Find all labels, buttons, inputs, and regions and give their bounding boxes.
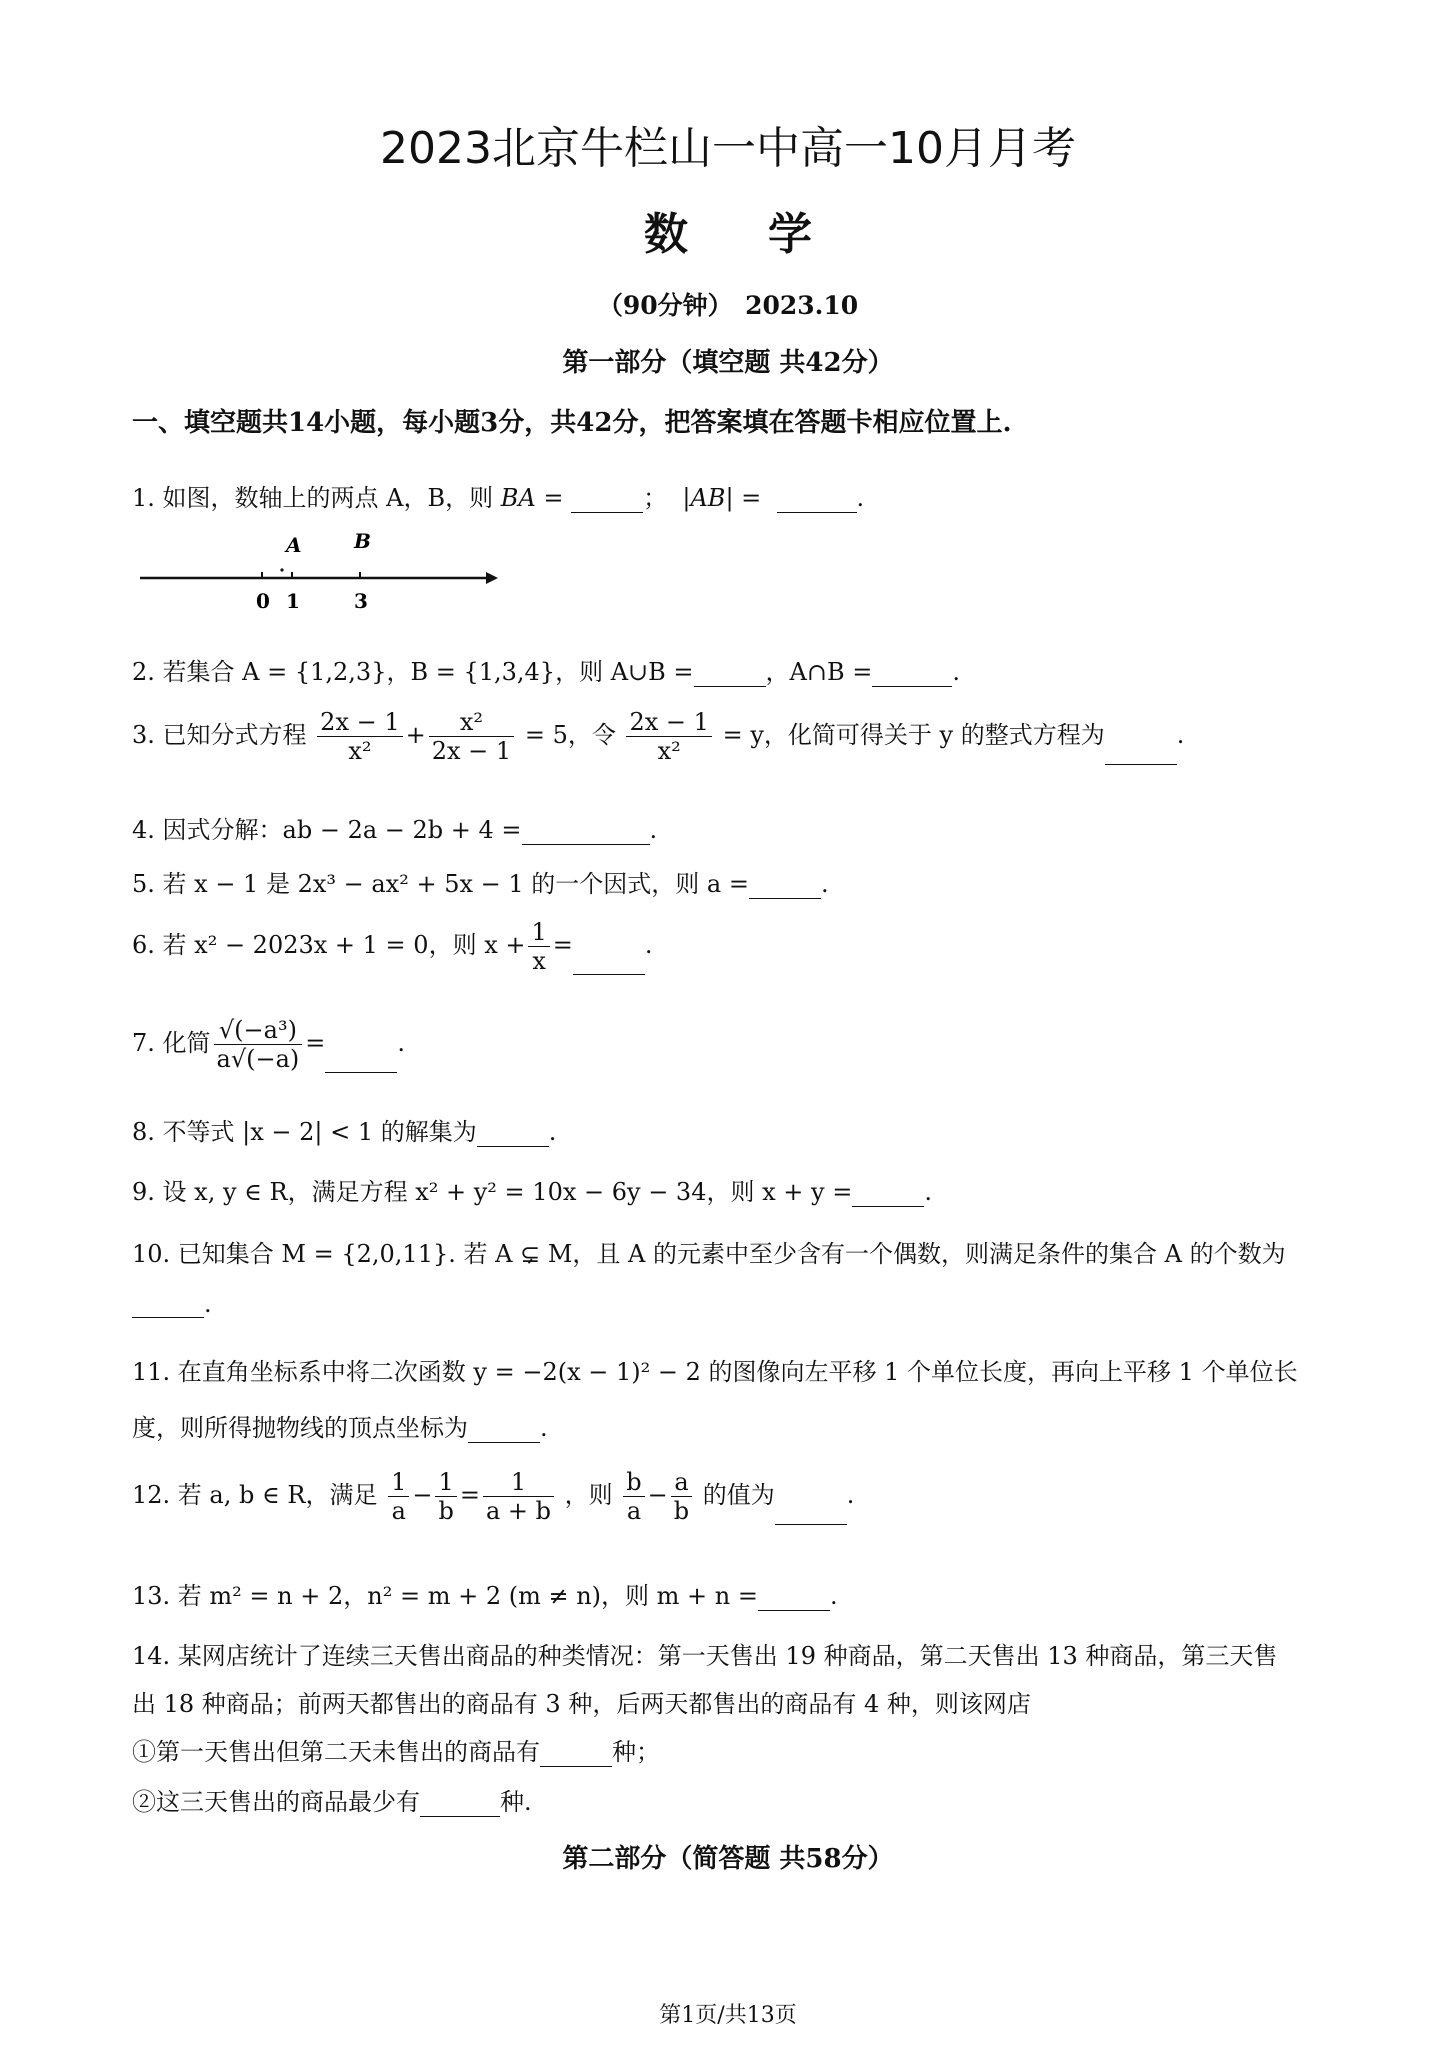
q5-text: 5. 若 x − 1 是 2x³ − ax² + 5x − 1 的一个因式，则 a = (132, 870, 749, 898)
exam-title: 2023北京牛栏山一中高一10月月考 (380, 123, 1076, 174)
q3-text-c: = y，化简可得关于 y 的整式方程为 (722, 721, 1105, 749)
tick-label-1: 1 (286, 589, 300, 612)
q14-text-d1: ②这三天售出的商品最少有 (132, 1788, 420, 1816)
q14-text-c2: 种； (612, 1738, 660, 1766)
arrow-head-icon (486, 572, 498, 584)
question-14 (132, 1636, 1277, 1671)
q12-text-a: 12. 若 a, b ∈ R，满足 (132, 1481, 378, 1509)
q9-text-b: . (924, 1178, 932, 1206)
numerator: 2x − 1 (317, 708, 402, 737)
minus-sign: − (412, 1481, 433, 1509)
q6-text-b: = (552, 931, 573, 959)
q6-text-c: . (644, 931, 653, 959)
q3-text-b: = 5，令 (524, 721, 616, 749)
answer-blank[interactable] (571, 486, 643, 513)
plus-sign: + (405, 721, 426, 749)
q4-text: 4. 因式分解：ab − 2a − 2b + 4 = (132, 816, 522, 844)
q7-text-a: 7. 化简 (132, 1029, 211, 1057)
answer-blank[interactable] (852, 1180, 924, 1207)
fraction (435, 1468, 456, 1525)
fraction (671, 1468, 692, 1525)
numerator: 2x − 1 (626, 708, 711, 737)
equals-sign: = (459, 1481, 480, 1509)
tick-label-3: 3 (354, 589, 368, 612)
q7-text-c: . (397, 1029, 406, 1057)
question-6 (132, 918, 653, 975)
fraction (528, 918, 549, 975)
answer-blank[interactable] (325, 1046, 397, 1073)
answer-blank[interactable] (573, 948, 645, 975)
question-13 (132, 1576, 838, 1611)
q3-text-a: 3. 已知分式方程 (132, 721, 307, 749)
question-7 (132, 1016, 405, 1073)
q12-text-c: 的值为 (702, 1481, 775, 1509)
q2-text-c: . (952, 658, 960, 686)
answer-blank[interactable] (468, 1416, 540, 1443)
q9-text: 9. 设 x, y ∈ R，满足方程 x² + y² = 10x − 6y − 34，则 x + y = (132, 1178, 853, 1206)
q14-text-a: 14. 某网店统计了连续三天售出商品的种类情况：第一天售出 19 种商品，第二天售出 13 种商品，第三天售 (132, 1642, 1278, 1670)
q6-text-a: 6. 若 x² − 2023x + 1 = 0，则 x + (132, 931, 526, 959)
question-10-cont (132, 1290, 212, 1318)
numerator: 1 (483, 1468, 554, 1497)
q12-text-d: . (846, 1481, 855, 1509)
numerator: 1 (528, 918, 549, 947)
q1-text-e: |AB| = (682, 484, 769, 512)
q11-text-c: . (540, 1414, 548, 1442)
denominator: 2x − 1 (431, 737, 512, 765)
number-line-figure (136, 532, 516, 612)
q7-text-b: = (305, 1029, 326, 1057)
question-1 (132, 478, 864, 513)
subject-title: 数学 (644, 209, 892, 260)
q10-text-b: . (204, 1290, 212, 1318)
q14-text-c1: ①第一天售出但第二天未售出的商品有 (132, 1738, 540, 1766)
fraction (623, 1468, 644, 1525)
section1-instruction: 一、填空题共14小题，每小题3分，共42分，把答案填在答题卡相应位置上. (132, 408, 1012, 438)
time-info: （90分钟） 2023.10 (597, 291, 859, 320)
tick-label-0: 0 (256, 589, 270, 612)
answer-blank[interactable] (1105, 738, 1177, 765)
q4-text-b: . (649, 816, 658, 844)
q11-text-b: 度，则所得抛物线的顶点坐标为 (132, 1414, 468, 1442)
q1-text-d: ； (643, 484, 668, 512)
q12-text-b: ，则 (564, 1481, 613, 1509)
fraction (626, 708, 711, 765)
numerator: b (623, 1468, 644, 1497)
part2-heading: 第二部分（简答题 共58分） (562, 1844, 894, 1874)
numerator: √(−a³) (214, 1016, 303, 1045)
denominator: a√(−a) (216, 1045, 300, 1073)
q13-text: 13. 若 m² = n + 2，n² = m + 2 (m ≠ n)，则 m + n = (132, 1582, 758, 1610)
q1-text-b: A，B，则 (386, 484, 494, 512)
question-14-part1 (132, 1732, 660, 1767)
denominator: b (673, 1497, 690, 1525)
question-12 (132, 1468, 854, 1525)
answer-blank[interactable] (777, 486, 857, 513)
question-14-part2 (132, 1782, 532, 1817)
answer-blank[interactable] (540, 1740, 612, 1767)
question-5 (132, 864, 829, 899)
denominator: a + b (485, 1497, 552, 1525)
label-a: A (286, 533, 302, 557)
q13-text-b: . (830, 1582, 838, 1610)
question-4 (132, 810, 657, 845)
q1-text-a: 1. 如图，数轴上的两点 (132, 484, 379, 512)
q3-text-d: . (1176, 721, 1185, 749)
denominator: x (532, 947, 546, 975)
answer-blank[interactable] (872, 660, 952, 687)
q8-text-b: . (548, 1118, 557, 1146)
numerator: 1 (388, 1468, 409, 1497)
denominator: b (438, 1497, 454, 1525)
question-14-line2 (132, 1684, 1031, 1719)
point-dot-a (280, 568, 283, 571)
fraction (388, 1468, 409, 1525)
fraction (429, 708, 514, 765)
numerator: 1 (435, 1468, 456, 1497)
page-footer: 第1页/共13页 (659, 2003, 797, 2028)
answer-blank[interactable] (775, 1498, 847, 1525)
answer-blank[interactable] (694, 660, 766, 687)
q2-text-a: 2. 若集合 A = {1,2,3}，B = {1,3,4}，则 A∪B = (132, 658, 694, 686)
answer-blank[interactable] (477, 1120, 549, 1147)
numerator: x² (429, 708, 514, 737)
answer-blank[interactable] (758, 1584, 830, 1611)
fraction (483, 1468, 554, 1525)
question-11 (132, 1352, 1298, 1387)
q14-text-d2: 种. (500, 1788, 532, 1816)
denominator: a (626, 1497, 642, 1525)
question-10 (132, 1234, 1286, 1269)
q10-text-a: 10. 已知集合 M = {2,0,11}. 若 A ⊊ M，且 A 的元素中至少含有一个偶数，则满足条件的集合 A 的个数为 (132, 1240, 1286, 1268)
answer-blank[interactable] (132, 1291, 204, 1318)
minus-sign: − (647, 1481, 668, 1509)
answer-blank[interactable] (522, 818, 650, 845)
answer-blank[interactable] (420, 1790, 500, 1817)
question-3 (132, 708, 1184, 765)
q1-text-f: . (856, 484, 865, 512)
q14-text-b: 出 18 种商品；前两天都售出的商品有 3 种，后两天都售出的商品有 4 种，则该网店 (132, 1690, 1031, 1718)
denominator: x² (657, 737, 681, 765)
question-9 (132, 1172, 932, 1207)
q11-text-a: 11. 在直角坐标系中将二次函数 y = −2(x − 1)² − 2 的图像向左平移 1 个单位长度，再向上平移 1 个单位长 (132, 1358, 1298, 1386)
denominator: x² (348, 737, 372, 765)
answer-blank[interactable] (749, 872, 821, 899)
part1-heading: 第一部分（填空题 共42分） (562, 348, 894, 378)
fraction (214, 1016, 303, 1073)
q1-text-c: BA = (500, 484, 572, 512)
q2-text-b: ，A∩B = (765, 658, 873, 686)
fraction (317, 708, 402, 765)
question-11-cont (132, 1408, 548, 1443)
question-8 (132, 1112, 556, 1147)
question-2 (132, 652, 960, 687)
denominator: a (391, 1497, 406, 1525)
numerator: a (671, 1468, 692, 1497)
label-b: B (354, 532, 371, 553)
q5-text-b: . (820, 870, 829, 898)
q8-text: 8. 不等式 |x − 2| < 1 的解集为 (132, 1118, 477, 1146)
